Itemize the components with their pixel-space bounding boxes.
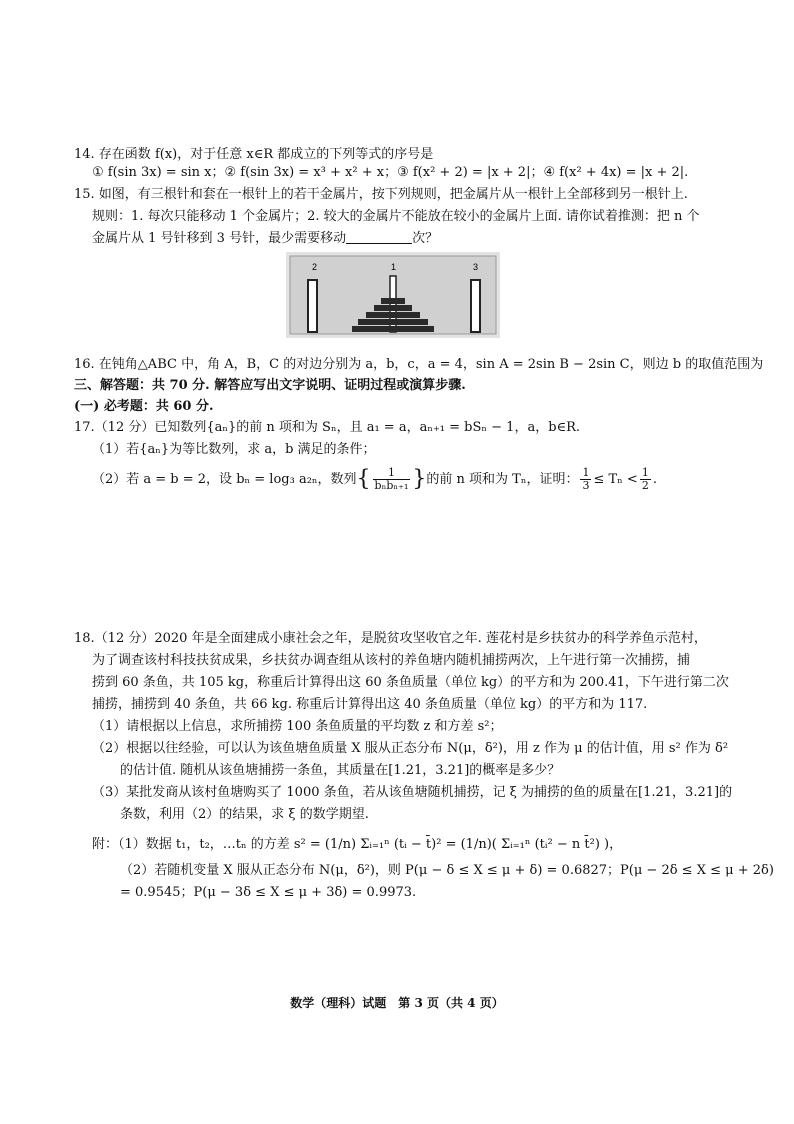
q18-note1: 附：（1）数据 t₁，t₂，…tₙ 的方差 s² = (1/n) Σᵢ₌₁ⁿ (tᵢ − t̄)² = (1/n)( Σᵢ₌₁ⁿ (tᵢ² − n t̄²) )， bbox=[92, 837, 623, 852]
section-subheading: (一) 必考题：共 60 分. bbox=[74, 399, 214, 414]
q15-question bbox=[92, 230, 438, 248]
q17-part1: （1）若{aₙ}为等比数列，求 a，b 满足的条件； bbox=[92, 442, 376, 457]
ineq-left-num: 1 bbox=[582, 466, 590, 479]
ineq-left-fraction bbox=[580, 467, 591, 492]
fraction-denominator: bₙbₙ₊₁ bbox=[374, 479, 409, 492]
q18-part3-line1: （3）某批发商从该村鱼塘购买了 1000 条鱼，若从该鱼塘随机捕捞，记 ξ 为捕捞的鱼的质量在[1.21，3.21]的 bbox=[92, 785, 733, 800]
q18-stem-line3: 捞到 60 条鱼，共 105 kg，称重后计算得出这 60 条鱼质量（单位 kg）的平方和为 200.41，下午进行第二次 bbox=[92, 675, 729, 690]
q15-question-end: 次？ bbox=[412, 231, 439, 246]
peg-label-2: 2 bbox=[312, 262, 318, 272]
peg-label-3: 3 bbox=[473, 262, 479, 272]
right-brace: } bbox=[412, 466, 427, 492]
ineq-right-fraction bbox=[640, 467, 651, 492]
q18-part2-line2: 的估计值. 随机从该鱼塘捕捞一条鱼，其质量在[1.21，3.21]的概率是多少？ bbox=[120, 763, 561, 778]
left-brace: { bbox=[356, 466, 371, 492]
answer-blank bbox=[346, 231, 412, 244]
hanoi-tower-figure bbox=[286, 252, 500, 338]
ineq-right-num: 1 bbox=[641, 466, 649, 479]
peg-3 bbox=[471, 280, 480, 332]
q15-rules: 规则：1. 每次只能移动 1 个金属片；2. 较大的金属片不能放在较小的金属片上面. 请你试着推测：把 n 个 bbox=[92, 209, 700, 224]
ineq-left-den: 3 bbox=[582, 479, 590, 492]
q15-question-text: 金属片从 1 号针移到 3 号针，最少需要移动 bbox=[92, 231, 347, 246]
q17-part2-cont: 的前 n 项和为 Tₙ，证明： bbox=[426, 472, 579, 487]
page-footer: 数学（理科）试题 第 3 页（共 4 页） bbox=[290, 996, 504, 1010]
q17-part2: （2）若 a = b = 2，设 bₙ = log₃ a₂ₙ，数列{ $\frac{1}{\text{bₙbₙ₊₁}}$ }的前 n 项和为 Tₙ，证明： $\frac{1}{3}$ ≤ Tₙ < $\frac{1}{2}$ . bbox=[92, 466, 657, 492]
q17-part2-text: （2）若 a = b = 2，设 bₙ = log₃ a₂ₙ，数列 bbox=[92, 472, 357, 487]
q18-part1: （1）请根据以上信息，求所捕捞 100 条鱼质量的平均数 z 和方差 s²； bbox=[92, 719, 503, 734]
disk-2 bbox=[374, 305, 412, 311]
q14-stem: 14. 存在函数 f(x)，对于任意 x∈R 都成立的下列等式的序号是 bbox=[74, 147, 434, 162]
sequence-fraction bbox=[373, 467, 411, 492]
q18-stem-line1: 18.（12 分）2020 年是全面建成小康社会之年，是脱贫攻坚收官之年. 莲花村是乡扶贫办的科学养鱼示范村， bbox=[74, 631, 707, 646]
q17-stem: 17.（12 分）已知数列{aₙ}的前 n 项和为 Sₙ，且 a₁ = a，aₙ₊₁ = bSₙ − 1，a，b∈R. bbox=[74, 420, 581, 435]
q15-stem: 15. 如图，有三根针和套在一根针上的若干金属片，按下列规则，把金属片从一根针上全部移到另一根针上. bbox=[74, 187, 688, 202]
q18-stem-line4: 捕捞，捕捞到 40 条鱼，共 66 kg. 称重后计算得出这 40 条鱼质量（单位 kg）的平方和为 117. bbox=[92, 697, 648, 712]
q18-note2-line1: （2）若随机变量 X 服从正态分布 N(μ，δ²)，则 P(μ − δ ≤ X ≤ μ + δ) = 0.6827；P(μ − 2δ ≤ X ≤ μ + 2δ) bbox=[120, 863, 774, 878]
ineq-right-den: 2 bbox=[641, 479, 649, 492]
fraction-numerator: 1 bbox=[373, 467, 411, 480]
disk-3 bbox=[366, 312, 420, 318]
ineq-middle: ≤ Tₙ < bbox=[593, 472, 638, 487]
disk-5 bbox=[352, 326, 434, 332]
disk-4 bbox=[358, 319, 428, 325]
q16-stem: 16. 在钝角△ABC 中，角 A，B，C 的对边分别为 a，b，c，a = 4，sin A = 2sin B − 2sin C，则边 b 的取值范围为 bbox=[74, 357, 764, 372]
disk-1 bbox=[381, 298, 405, 304]
q18-note2-line2: = 0.9545；P(μ − 3δ ≤ X ≤ μ + 3δ) = 0.9973. bbox=[120, 885, 417, 900]
section-heading: 三、解答题：共 70 分. 解答应写出文字说明、证明过程或演算步骤. bbox=[74, 378, 466, 393]
q18-part2-line1: （2）根据以往经验，可以认为该鱼塘鱼质量 X 服从正态分布 N(μ，δ²)，用 z 作为 μ 的估计值，用 s² 作为 δ² bbox=[92, 741, 729, 756]
peg-2 bbox=[308, 280, 317, 332]
q14-options: ① f(sin 3x) = sin x；② f(sin 3x) = x³ + x² + x；③ f(x² + 2) = |x + 2|；④ f(x² + 4x) = |x + 2|. bbox=[92, 165, 689, 180]
peg-label-1: 1 bbox=[391, 262, 397, 272]
q18-part3-line2: 条数，利用（2）的结果，求 ξ 的数学期望. bbox=[120, 807, 369, 822]
q18-stem-line2: 为了调查该村科技扶贫成果，乡扶贫办调查组从该村的养鱼塘内随机捕捞两次，上午进行第一次捕捞，捕 bbox=[92, 653, 691, 668]
